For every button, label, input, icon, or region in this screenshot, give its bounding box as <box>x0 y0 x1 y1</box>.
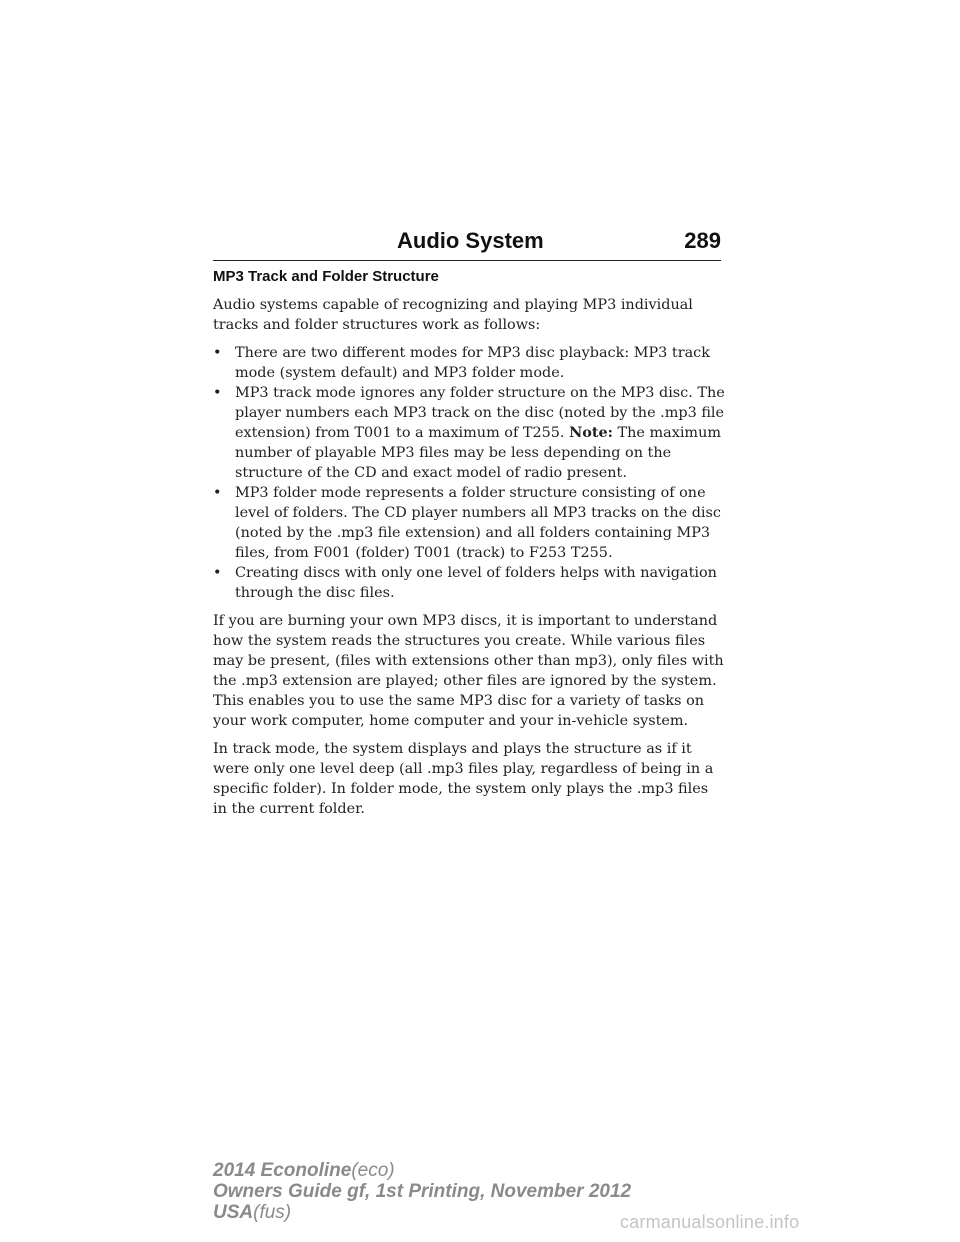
footer-model: 2014 Econoline <box>213 1160 352 1181</box>
footer-region: USA <box>213 1202 254 1223</box>
bullet-text: There are two different modes for MP3 disc playback: MP3 track mode (system default) and MP3 folder mode. <box>235 345 710 381</box>
page-header <box>213 228 721 261</box>
bullet-icon: • <box>213 345 222 361</box>
bullet-icon: • <box>213 485 222 501</box>
footer-model-code: (eco) <box>351 1160 395 1181</box>
list-item <box>213 563 725 603</box>
section-title: Audio System <box>397 228 544 253</box>
footer-region-code: (fus) <box>253 1202 292 1223</box>
bullet-list <box>213 343 725 603</box>
site-watermark: carmanualsonline.info <box>620 1212 800 1232</box>
bullet-text: MP3 track mode ignores any folder structure on the MP3 disc. The player numbers each MP3 track on the disc (noted by the .mp3 file extension) from T001 to a maximum of T255. <box>235 385 725 441</box>
bullet-icon: • <box>213 385 222 401</box>
bullet-icon: • <box>213 565 222 581</box>
footer-guide: Owners Guide gf, 1st Printing, November 2012 <box>213 1181 632 1202</box>
footer-model-line <box>213 1160 733 1181</box>
main-content <box>213 267 725 827</box>
list-item <box>213 483 725 563</box>
list-item <box>213 383 725 483</box>
page-number: 289 <box>684 228 721 253</box>
intro-paragraph: Audio systems capable of recognizing and playing MP3 individual tracks and folder structures work as follows: <box>213 297 693 333</box>
note-text: The maximum number of playable MP3 files may be less depending on the structure of the CD and exact model of radio present. <box>235 425 721 481</box>
track-mode-paragraph: In track mode, the system displays and plays the structure as if it were only one level deep (all .mp3 files play, regardless of being in a specific folder). In folder mode, the system only plays the .mp3 files in the current folder. <box>213 741 714 817</box>
subsection-heading: MP3 Track and Folder Structure <box>213 268 439 285</box>
note-label: Note: <box>569 424 613 441</box>
list-item <box>213 343 725 383</box>
bullet-text: Creating discs with only one level of folders helps with navigation through the disc files. <box>235 565 717 601</box>
bullet-text: MP3 folder mode represents a folder structure consisting of one level of folders. The CD player numbers all MP3 tracks on the disc (noted by the .mp3 file extension) and all folders containing MP3 files, from F001 (folder) T001 (track) to F253 T255. <box>235 485 721 561</box>
burning-paragraph: If you are burning your own MP3 discs, it is important to understand how the system reads the structures you create. While various files may be present, (files with extensions other than mp3), only files with the .mp3 extension are played; other files are ignored by the system. This enables you to use the same MP3 disc for a variety of tasks on your work computer, home computer and your in-vehicle system. <box>213 613 724 729</box>
